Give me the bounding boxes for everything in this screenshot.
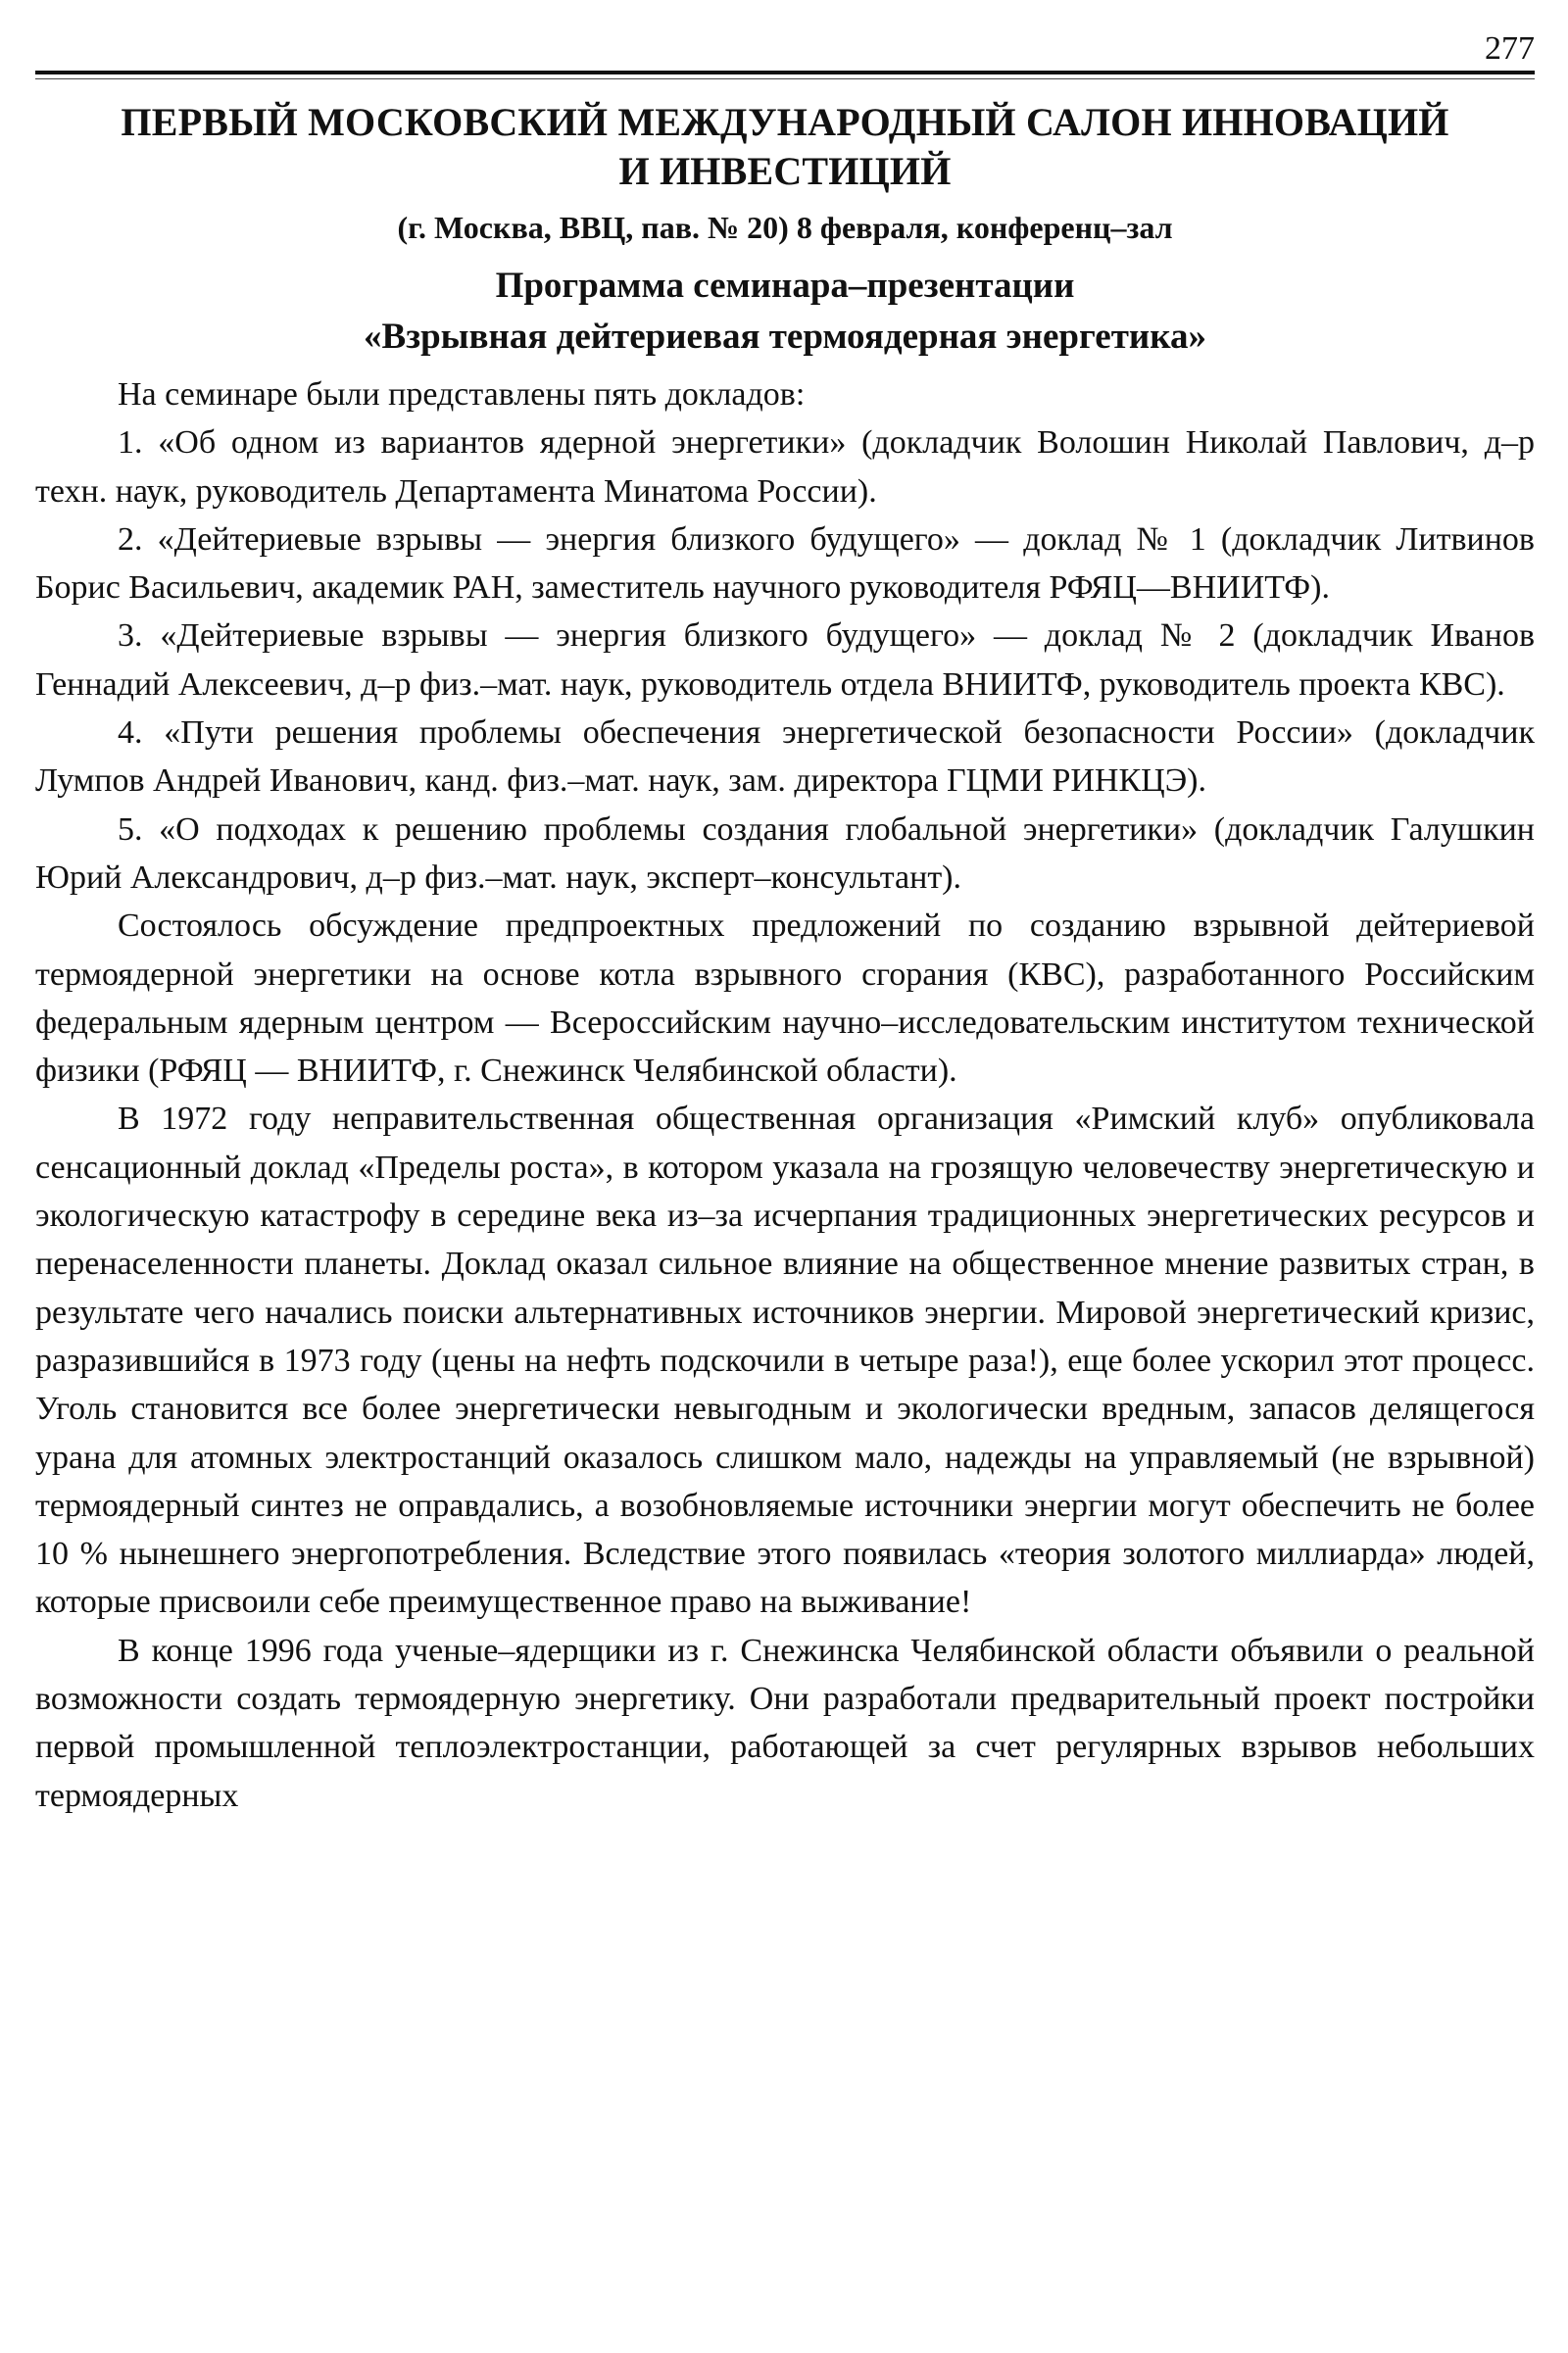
section-title-line1: ПЕРВЫЙ МОСКОВСКИЙ МЕЖДУНАРОДНЫЙ САЛОН ИННОВАЦИЙ xyxy=(121,100,1449,144)
intro-paragraph: На семинаре были представлены пять докладов: xyxy=(118,376,806,413)
program-heading xyxy=(35,261,1535,363)
discussion-paragraph: Состоялось обсуждение предпроектных предложений по созданию взрывной дейтериевой термоядерной энергетики на основе котла взрывного сгорания (КВС), разработанного Российским федеральным ядерным центром — Всероссийским научно–исследовательским институтом технической физики (РФЯЦ — ВНИИТФ, г. Снежинск Челябинской области). xyxy=(35,907,1535,1090)
document-page xyxy=(35,20,1535,2332)
program-heading-line1: Программа семинара–презентации xyxy=(495,266,1075,306)
report-item-1: 1. «Об одном из вариантов ядерной энергетики» (докладчик Волошин Николай Павлович, д–р техн. наук, руководитель Департамента Минатома России). xyxy=(35,424,1535,510)
body-text xyxy=(35,370,1535,1820)
section-title xyxy=(35,98,1535,196)
report-item-5: 5. «О подходах к решению проблемы создания глобальной энергетики» (докладчик Галушкин Юрий Александрович, д–р физ.–мат. наук, эксперт–консультант). xyxy=(35,810,1535,896)
venue-line: (г. Москва, ВВЦ, пав. № 20) 8 февраля, конференц–зал xyxy=(397,210,1173,245)
section-title-line2: И ИНВЕСТИЦИЙ xyxy=(618,149,952,193)
page-number: 277 xyxy=(1485,30,1535,67)
report-item-2: 2. «Дейтериевые взрывы — энергия близкого будущего» — доклад № 1 (докладчик Литвинов Борис Васильевич, академик РАН, заместитель научного руководителя РФЯЦ—ВНИИТФ). xyxy=(35,520,1535,607)
snezhinsk-paragraph: В конце 1996 года ученые–ядерщики из г. Снежинска Челябинской области объявили о реальной возможности создать термоядерную энергетику. Они разработали предварительный проект постройки первой промышленной теплоэлектростанции, работающей за счет регулярных взрывов небольших термоядерных xyxy=(35,1632,1535,1814)
history-paragraph: В 1972 году неправительственная общественная организация «Римский клуб» опубликовала сенсационный доклад «Пределы роста», в котором указала на грозящую человечеству энергетическую и экологическую катастрофу в середине века из–за исчерпания традиционных энергетических ресурсов и перенаселенности планеты. Доклад оказал сильное влияние на общественное мнение развитых стран, в результате чего начались поиски альтернативных источников энергии. Мировой энергетический кризис, разразившийся в 1973 году (цены на нефть подскочили в четыре раза!), еще более ускорил этот процесс. Уголь становится все более энергетически невыгодным и экологически вредным, запасов делящегося урана для атомных электростанций оказалось слишком мало, надежды на управляемый (не взрывной) термоядерный синтез не оправдались, а возобновляемые источники энергии могут обеспечить не более 10 % нынешнего энергопотребления. Вследствие этого появилась «теория золотого миллиарда» людей, которые присвоили себе преимущественное право на выживание! xyxy=(35,1101,1535,1621)
page-content xyxy=(35,98,1535,1820)
report-item-4: 4. «Пути решения проблемы обеспечения энергетической безопасности России» (докладчик Лумпов Андрей Иванович, канд. физ.–мат. наук, зам. директора ГЦМИ РИНКЦЭ). xyxy=(35,714,1535,800)
report-item-3: 3. «Дейтериевые взрывы — энергия близкого будущего» — доклад № 2 (докладчик Иванов Геннадий Алексеевич, д–р физ.–мат. наук, руководитель отдела ВНИИТФ, руководитель проекта КВС). xyxy=(35,617,1535,703)
header-rule-thin xyxy=(35,78,1535,79)
program-heading-line2: «Взрывная дейтериевая термоядерная энергетика» xyxy=(364,317,1206,357)
header-rule xyxy=(35,71,1535,74)
